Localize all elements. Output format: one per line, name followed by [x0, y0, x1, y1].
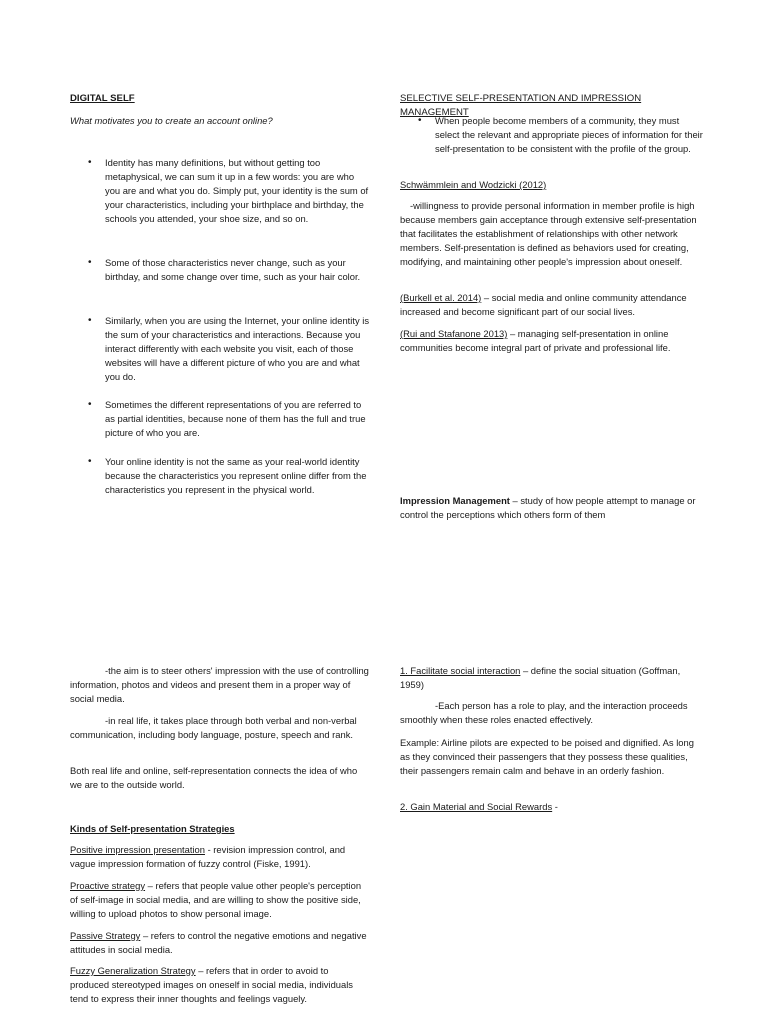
paragraph-real-life: -in real life, it takes place through both verbal and non-verbal communication, including body language, posture, speech and rank.: [70, 715, 357, 740]
paragraph-aim: -the aim is to steer others' impression with the use of controlling information, photos and videos and present them in a proper way of social media.: [70, 665, 369, 704]
strategy-fuzzy-text: – refers that in order to avoid to produced stereotyped images on oneself in social media, individuals tend to express their inner thoughts and feelings vaguely.: [70, 965, 353, 1004]
rewards-text: -: [552, 801, 558, 812]
bullet-text: Sometimes the different representations of you are referred to as partial identities, because none of them has the full and true picture of who you are.: [105, 399, 366, 438]
strategy-fuzzy-title: Fuzzy Generalization Strategy: [70, 965, 196, 976]
heading-gain-rewards: [400, 800, 705, 814]
strategy-passive: [70, 929, 370, 957]
paragraph-both: Both real life and online, self-representation connects the idea of who we are to the outside world.: [70, 765, 358, 790]
citation-rui: (Rui and Stafanone 2013): [400, 328, 508, 339]
bullet-text: Similarly, when you are using the Internet, your online identity is the sum of your characteristics and interactions. Because you interact differently with each website you visit, each of those websites will have a different picture of who you are and what you do.: [105, 315, 370, 382]
bullet-icon: •: [88, 315, 92, 326]
strategy-fuzzy: [70, 964, 370, 1006]
facilitate-title: 1. Facilitate social interaction: [400, 665, 521, 676]
bullet-icon: •: [88, 157, 92, 168]
paragraph-impression-management: [400, 494, 710, 522]
bullet-text: Your online identity is not the same as your real-world identity because the characteristics you represent online differ from the characteristics you represent in the physical world.: [105, 456, 367, 495]
bullet-icon: •: [88, 399, 92, 410]
strategy-positive-title: Positive impression presentation: [70, 844, 205, 855]
im-term: Impression Management: [400, 495, 510, 506]
citation-burkell-text: – social media and online community attendance increased and become significant part of our social lives.: [400, 292, 687, 317]
section-title-digital-self: DIGITAL SELF: [70, 93, 135, 104]
strategy-proactive: [70, 879, 370, 921]
guiding-question: What motivates you to create an account online?: [70, 115, 273, 126]
section-title-selective-self-presentation: SELECTIVE SELF-PRESENTATION AND IMPRESSION MANAGEMENT: [400, 93, 642, 118]
heading-kinds-strategies: Kinds of Self-presentation Strategies: [70, 823, 235, 834]
citation-rui-text: – managing self-presentation in online communities become integral part of private and professional life.: [400, 328, 671, 353]
paragraph-airline-example: Example: Airline pilots are expected to be poised and dignified. As long as they convinced their passengers that they possess these qualities, their passengers remain calm and behave in an orderly fashion.: [400, 737, 694, 776]
im-definition: – study of how people attempt to manage or control the perceptions which others form of them: [400, 495, 696, 520]
paragraph-willingness: -willingness to provide personal information in member profile is high because members gain acceptance through extensive self-presentation that facilitates the establishment of relationships with other network members. Self-presentation is defined as behaviors used for creating, modifying, and maintaining other people's impression about oneself.: [400, 200, 697, 267]
strategy-proactive-text: – refers that people value other people's perception of self-image in social media, and are willing to show the positive side, willing to upload photos to show personal image.: [70, 880, 362, 919]
strategy-positive-text: - revision impression control, and vague impression formation of fuzzy control (Fiske, 1991).: [70, 844, 346, 869]
strategy-passive-text: – refers to control the negative emotions and negative attitudes in social media.: [70, 930, 367, 955]
bullet-text: When people become members of a community, they must select the relevant and appropriate pieces of information for their self-presentation to be consistent with the profile of the group.: [435, 115, 703, 154]
bullet-text: Some of those characteristics never change, such as your birthday, and some change over time, such as your hair color.: [105, 257, 361, 282]
bullet-text: Identity has many definitions, but without getting too metaphysical, we can sum it up in a few words: you are who you are and what you do. Simply put, your identity is the sum of your characteristics, including your birthplace and birthday, the schools you attended, your shoe size, and so on.: [105, 157, 369, 224]
paragraph-role: -Each person has a role to play, and the interaction proceeds smoothly when these roles enacted effectively.: [400, 700, 688, 725]
bullet-icon: •: [418, 115, 422, 126]
citation-burkell: (Burkell et al. 2014): [400, 292, 482, 303]
heading-facilitate-interaction: [400, 664, 705, 692]
strategy-proactive-title: Proactive strategy: [70, 880, 146, 891]
paragraph-rui: [400, 327, 700, 355]
strategy-positive: [70, 843, 370, 871]
bullet-icon: •: [88, 257, 92, 268]
citation-schwammlein: Schwämmlein and Wodzicki (2012): [400, 179, 547, 190]
facilitate-text: – define the social situation (Goffman, 1959): [400, 665, 681, 690]
strategy-passive-title: Passive Strategy: [70, 930, 141, 941]
rewards-title: 2. Gain Material and Social Rewards: [400, 801, 553, 812]
bullet-icon: •: [88, 456, 92, 467]
paragraph-burkell: [400, 291, 700, 319]
